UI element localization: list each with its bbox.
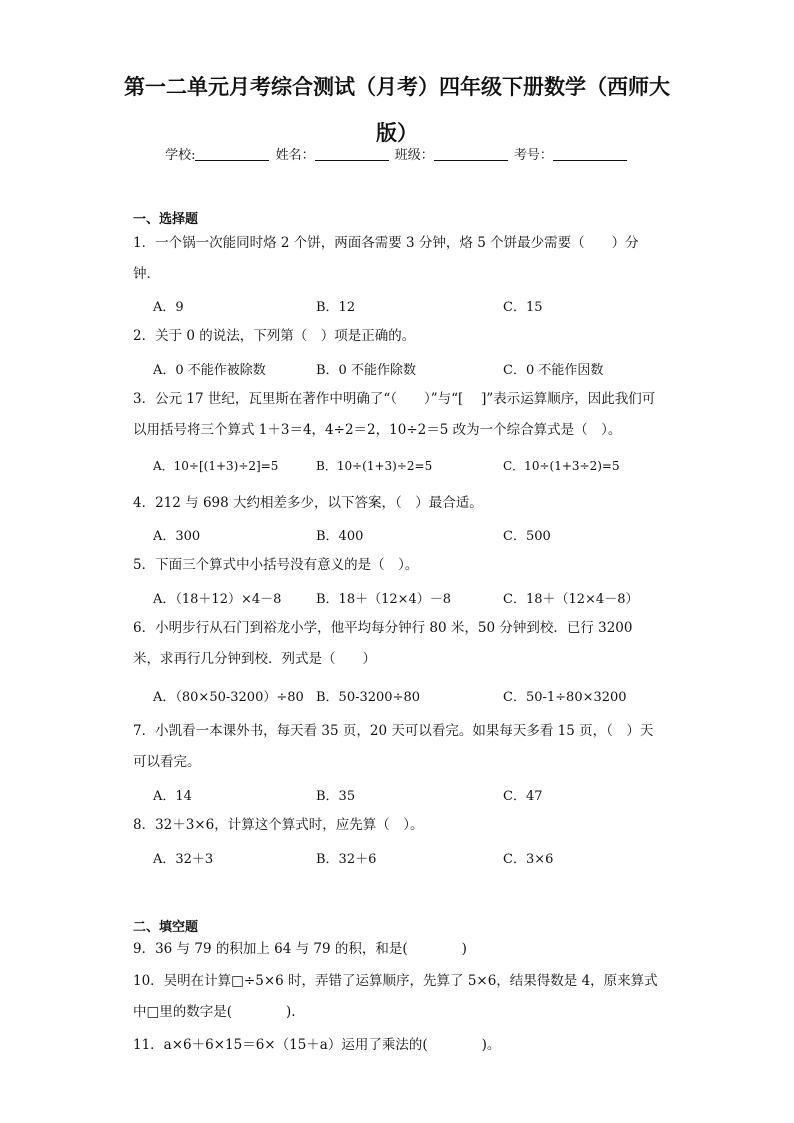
question-1-options xyxy=(153,296,673,316)
title-line-2: 版） xyxy=(376,120,418,145)
page-title xyxy=(120,64,674,156)
q4-option-c[interactable]: C．500 xyxy=(503,529,551,544)
question-10: 10．吴明在计算□÷5×6 时，弄错了运算顺序，先算了 5×6，结果得数是 4，原来算式中□里的数字是( ). xyxy=(133,973,658,1020)
q8-option-b[interactable]: B．32＋6 xyxy=(316,852,377,867)
title-line-1: 第一二单元月考综合测试（月考）四年级下册数学（西师大 xyxy=(124,74,670,99)
question-6: 6．小明步行从石门到裕龙小学，他平均每分钟行 80 米，50 分钟到校．已行 3200 米，求再行几分钟到校．列式是（ ） xyxy=(133,620,633,667)
q6-option-b[interactable]: B．50-3200÷80 xyxy=(316,690,421,705)
question-7: 7．小凯看一本课外书，每天看 35 页，20 天可以看完。如果每天多看 15 页，（ ）天可以看完。 xyxy=(133,723,654,770)
question-3: 3．公元 17 世纪，瓦里斯在著作中明确了“（ ）”与“[ ]”表示运算顺序，因此我们可以用括号将三个算式 1＋3＝4，4÷2＝2，10÷2＝5 改为一个综合算式是（ ）。 xyxy=(133,391,656,438)
question-7-options xyxy=(153,785,673,805)
question-3-options xyxy=(153,457,673,477)
question-8-options xyxy=(153,848,673,868)
name-label: 姓名： xyxy=(275,148,315,163)
q8-option-c[interactable]: C．3×6 xyxy=(503,852,554,867)
q6-option-c[interactable]: C．50-1÷80×3200 xyxy=(503,690,627,705)
q3-option-c[interactable]: C．10÷(1+3÷2)=5 xyxy=(503,459,620,473)
q3-option-a[interactable]: A．10÷[(1+3)÷2]=5 xyxy=(153,459,279,473)
name-blank[interactable] xyxy=(315,147,389,161)
question-1: 1．一个锅一次能同时烙 2 个饼，两面各需要 3 分钟，烙 5 个饼最少需要（ ）分钟． xyxy=(133,235,639,282)
student-info-row xyxy=(0,144,794,163)
q7-option-b[interactable]: B．35 xyxy=(316,789,356,804)
q1-option-b[interactable]: B．12 xyxy=(316,300,356,315)
question-9: 9．36 与 79 的积加上 64 与 79 的积，和是( ) xyxy=(133,941,467,957)
exam-number-label: 考号： xyxy=(513,148,553,163)
q5-option-c[interactable]: C．18＋（12×4－8） xyxy=(503,592,639,607)
question-5: 5．下面三个算式中小括号没有意义的是（ ）。 xyxy=(133,557,419,573)
question-6-options xyxy=(153,686,673,706)
q2-option-c[interactable]: C．0 不能作因数 xyxy=(503,363,604,378)
section-fill-in: 二、填空题 xyxy=(133,920,199,935)
question-4: 4．212 与 698 大约相差多少，以下答案，（ ）最合适。 xyxy=(133,495,483,511)
q5-option-b[interactable]: B．18＋（12×4）－8 xyxy=(316,592,452,607)
q6-option-a[interactable]: A．（80×50-3200）÷80 xyxy=(153,690,304,705)
question-5-options xyxy=(153,588,673,608)
q7-option-c[interactable]: C．47 xyxy=(503,789,543,804)
q7-option-a[interactable]: A．14 xyxy=(153,789,192,804)
q2-option-b[interactable]: B．0 不能作除数 xyxy=(316,363,416,378)
q1-option-c[interactable]: C．15 xyxy=(503,300,543,315)
question-4-options xyxy=(153,525,673,545)
q2-option-a[interactable]: A．0 不能作被除数 xyxy=(153,363,266,378)
class-label: 班级： xyxy=(394,148,434,163)
question-2: 2．关于 0 的说法，下列第（ ）项是正确的。 xyxy=(133,328,416,344)
class-blank[interactable] xyxy=(434,147,508,161)
q4-option-a[interactable]: A．300 xyxy=(153,529,201,544)
question-8: 8．32＋3×6，计算这个算式时，应先算（ ）。 xyxy=(133,817,424,833)
q1-option-a[interactable]: A．9 xyxy=(153,300,184,315)
exam-number-blank[interactable] xyxy=(553,147,627,161)
section-choice: 一、选择题 xyxy=(133,212,199,227)
q4-option-b[interactable]: B．400 xyxy=(316,529,364,544)
question-11: 11．a×6＋6×15＝6×（15＋a）运用了乘法的( )。 xyxy=(133,1037,501,1053)
question-2-options xyxy=(153,359,673,379)
q8-option-a[interactable]: A．32＋3 xyxy=(153,852,214,867)
q5-option-a[interactable]: A．（18＋12）×4－8 xyxy=(153,592,282,607)
q3-option-b[interactable]: B．10÷(1+3)÷2=5 xyxy=(316,459,433,473)
school-label: 学校: xyxy=(165,148,196,163)
school-blank[interactable] xyxy=(195,147,269,161)
